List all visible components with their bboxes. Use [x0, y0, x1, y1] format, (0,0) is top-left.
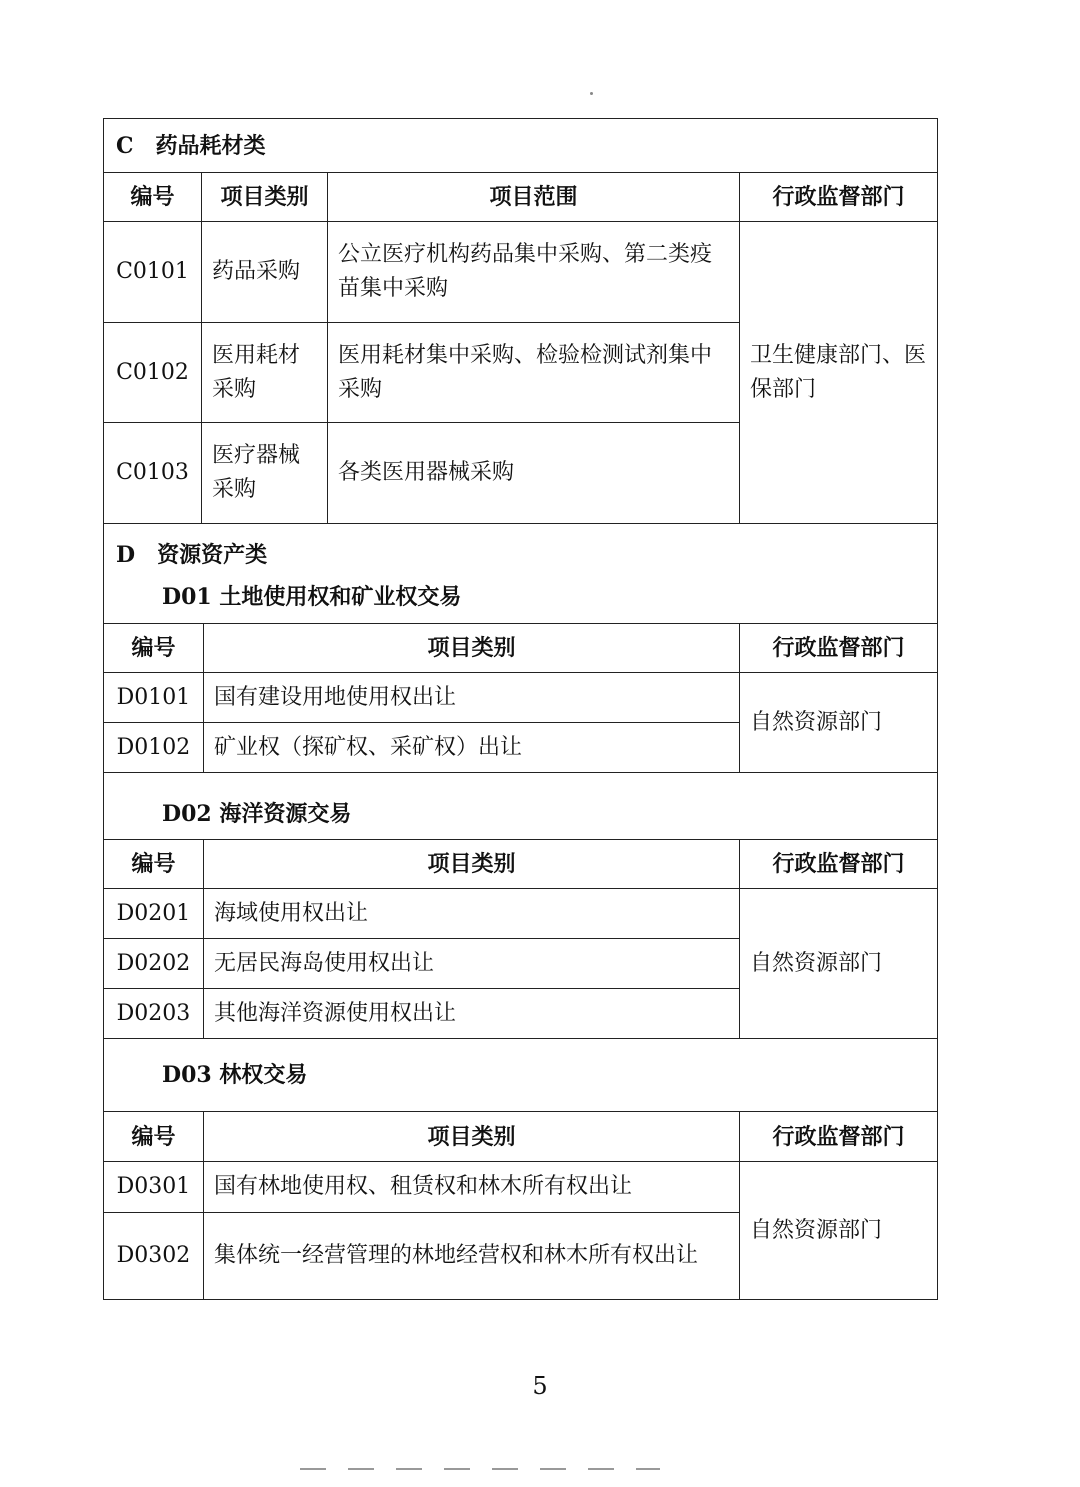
- table-section-d: [103, 523, 938, 1300]
- header-code: 编号: [104, 1112, 204, 1162]
- row-category: 其他海洋资源使用权出让: [204, 989, 740, 1039]
- table-row: [104, 889, 938, 939]
- section-c-title: C 药品耗材类: [104, 119, 938, 173]
- row-code: D0201: [104, 889, 204, 939]
- row-dept: 自然资源部门: [740, 889, 938, 1039]
- d03-title: D03 林权交易: [104, 1039, 938, 1112]
- header-scope: 项目范围: [328, 173, 740, 222]
- header-category: 项目类别: [204, 840, 740, 889]
- d01-title: D01 土地使用权和矿业权交易: [104, 572, 938, 624]
- row-code: C0103: [104, 423, 202, 524]
- row-category: 无居民海岛使用权出让: [204, 939, 740, 989]
- table-row: [104, 673, 938, 723]
- header-dept: 行政监督部门: [740, 173, 938, 222]
- row-code: D0302: [104, 1213, 204, 1300]
- document-page: [103, 118, 937, 1300]
- row-code: D0301: [104, 1162, 204, 1213]
- page-number: 5: [532, 1372, 548, 1400]
- header-dept: 行政监督部门: [740, 624, 938, 673]
- header-dept: 行政监督部门: [740, 840, 938, 889]
- row-dept: 卫生健康部门、医保部门: [740, 222, 938, 524]
- row-scope: 公立医疗机构药品集中采购、第二类疫苗集中采购: [328, 222, 740, 323]
- row-code: D0203: [104, 989, 204, 1039]
- row-category: 国有林地使用权、租赁权和林木所有权出让: [204, 1162, 740, 1213]
- row-code: C0101: [104, 222, 202, 323]
- header-code: 编号: [104, 624, 204, 673]
- row-code: C0102: [104, 323, 202, 423]
- row-category: 集体统一经营管理的林地经营权和林木所有权出让: [204, 1213, 740, 1300]
- row-dept: 自然资源部门: [740, 673, 938, 773]
- header-category: 项目类别: [204, 624, 740, 673]
- row-category: 药品采购: [202, 222, 328, 323]
- header-category: 项目类别: [202, 173, 328, 222]
- d02-title: D02 海洋资源交易: [104, 773, 938, 840]
- row-code: D0202: [104, 939, 204, 989]
- row-scope: 医用耗材集中采购、检验检测试剂集中采购: [328, 323, 740, 423]
- row-dept: 自然资源部门: [740, 1162, 938, 1300]
- row-scope: 各类医用器械采购: [328, 423, 740, 524]
- header-category: 项目类别: [204, 1112, 740, 1162]
- row-category: 矿业权（探矿权、采矿权）出让: [204, 723, 740, 773]
- row-category: 国有建设用地使用权出让: [204, 673, 740, 723]
- row-category: 医疗器械采购: [202, 423, 328, 524]
- row-code: D0102: [104, 723, 204, 773]
- header-dept: 行政监督部门: [740, 1112, 938, 1162]
- header-code: 编号: [104, 173, 202, 222]
- scan-speck: [590, 92, 593, 95]
- table-section-c: [103, 118, 938, 524]
- row-code: D0101: [104, 673, 204, 723]
- row-category: 海域使用权出让: [204, 889, 740, 939]
- table-row: [104, 1162, 938, 1213]
- row-category: 医用耗材采购: [202, 323, 328, 423]
- header-code: 编号: [104, 840, 204, 889]
- section-d-title: D 资源资产类: [104, 524, 938, 572]
- table-row: [104, 222, 938, 323]
- scan-footer-dashes: [300, 1468, 660, 1470]
